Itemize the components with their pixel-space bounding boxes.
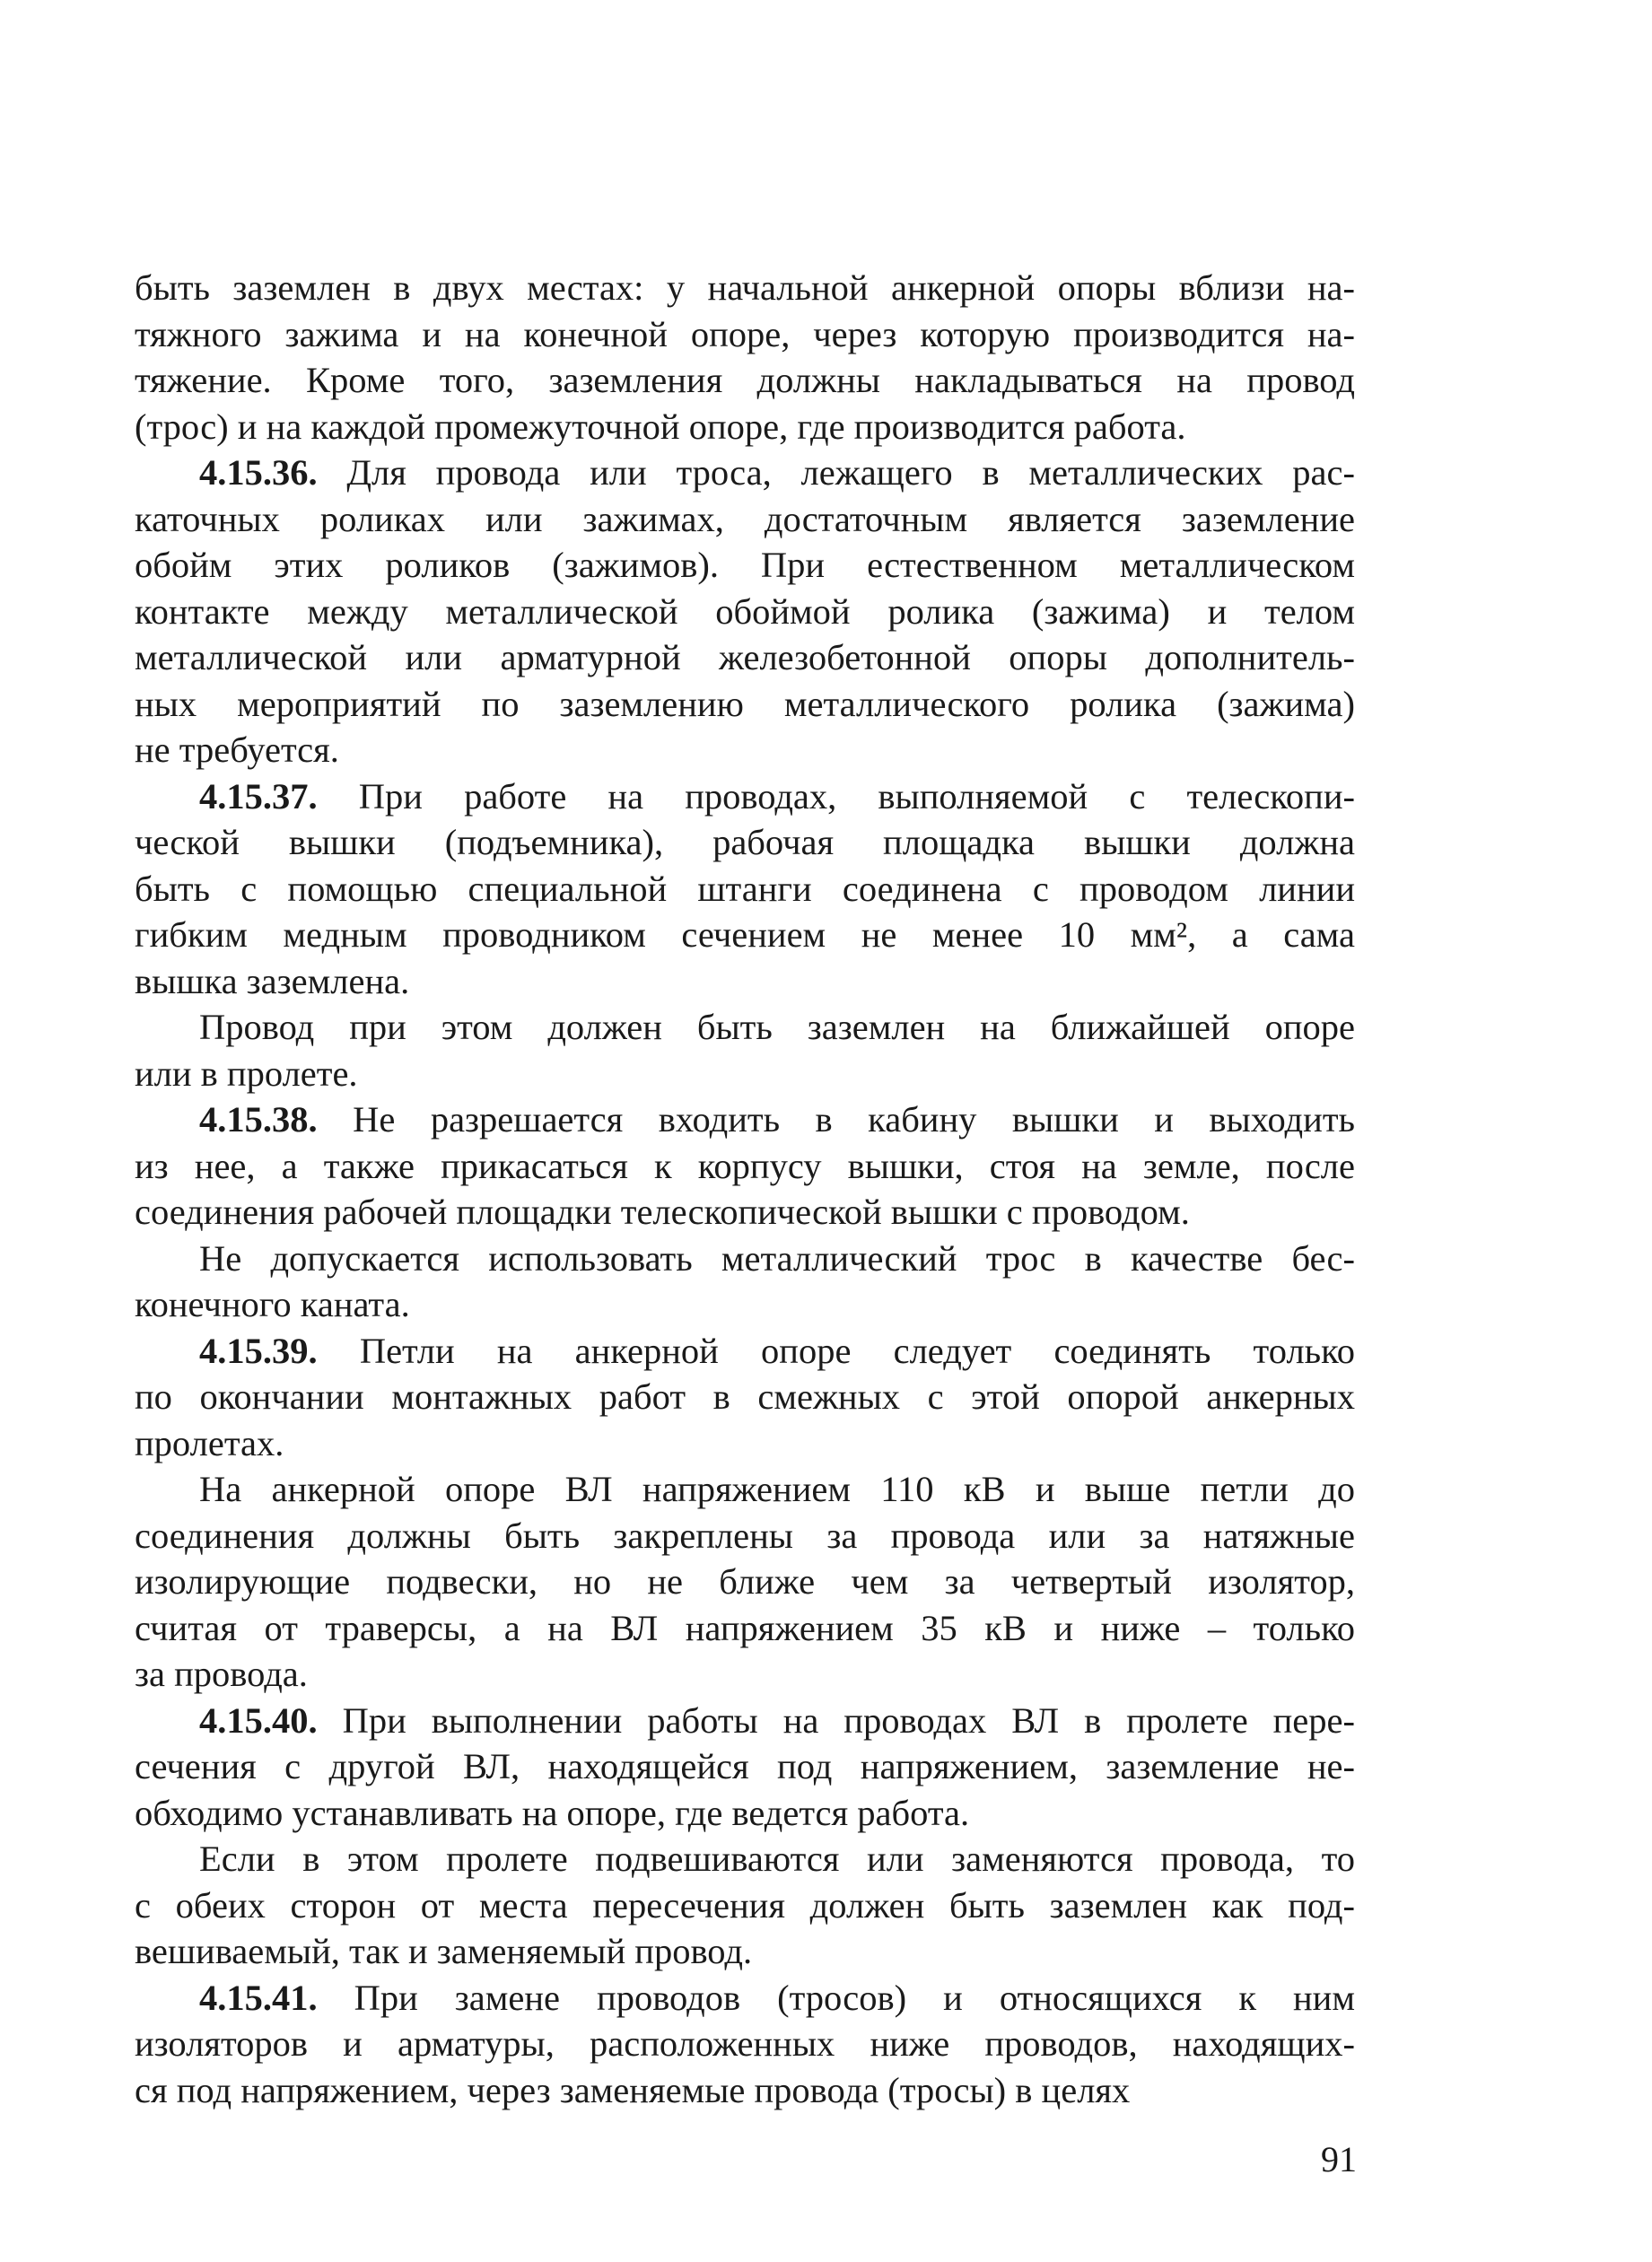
text-line-rest: При выполнении работы на проводах ВЛ в пролете пере- bbox=[317, 1699, 1355, 1741]
text-line: тяжного зажима и на конечной опоре, через которую производится на- bbox=[135, 313, 1355, 354]
text-line: изоляторов и арматуры, расположенных ниже проводов, находящих- bbox=[135, 2023, 1355, 2064]
text-line-rest: Петли на анкерной опоре следует соединять только bbox=[317, 1330, 1355, 1371]
text-line: конечного каната. bbox=[135, 1284, 410, 1324]
paragraph bbox=[135, 265, 1355, 450]
text-line: или в пролете. bbox=[135, 1052, 358, 1094]
text-line: с обеих сторон от места пересечения должен быть заземлен как под- bbox=[135, 1884, 1355, 1926]
text-line: Если в этом пролете подвешиваются или заменяются провода, то bbox=[199, 1838, 1355, 1879]
text-line-rest: Не разрешается входить в кабину вышки и выходить bbox=[317, 1099, 1355, 1140]
text-line: каточных роликах или зажимах, достаточным является заземление bbox=[135, 498, 1355, 539]
text-line: изолирующие подвески, но не ближе чем за четвертый изолятор, bbox=[135, 1561, 1355, 1602]
text-line: пролетах. bbox=[135, 1422, 284, 1463]
section-4-15-38 bbox=[135, 1096, 1355, 1236]
text-line: ся под напряжением, через заменяемые провода (тросы) в целях bbox=[135, 2069, 1131, 2110]
text-line: Провод при этом должен быть заземлен на ближайшей опоре bbox=[199, 1007, 1355, 1047]
text-line: (трос) и на каждой промежуточной опоре, где производится работа. bbox=[135, 406, 1186, 447]
text-line: обходимо устанавливать на опоре, где ведется работа. bbox=[135, 1792, 970, 1833]
text-line bbox=[135, 1698, 1355, 1744]
section-4-15-36 bbox=[135, 450, 1355, 773]
text-line: быть с помощью специальной штанги соединена с проводом линии bbox=[135, 868, 1355, 909]
text-line: не требуется. bbox=[135, 729, 339, 770]
text-line: контакте между металлической обоймой ролика (зажима) и телом bbox=[135, 590, 1355, 632]
text-line bbox=[135, 773, 1355, 820]
text-line: ных мероприятий по заземлению металлического ролика (зажима) bbox=[135, 683, 1355, 724]
section-number: 4.15.38. bbox=[199, 1099, 318, 1140]
text-line-rest: При работе на проводах, выполняемой с телескопи- bbox=[317, 775, 1355, 817]
section-number: 4.15.41. bbox=[199, 1977, 318, 2018]
text-line bbox=[135, 1975, 1355, 2022]
text-line: Не допускается использовать металлический трос в качестве бес- bbox=[199, 1237, 1355, 1279]
text-line-rest: При замене проводов (тросов) и относящихся к ним bbox=[317, 1977, 1355, 2018]
text-line: обойм этих роликов (зажимов). При естественном металлическом bbox=[135, 545, 1355, 585]
section-number: 4.15.36. bbox=[199, 452, 318, 493]
paragraph bbox=[135, 1236, 1355, 1328]
text-line: по окончании монтажных работ в смежных с этой опорой анкерных bbox=[135, 1376, 1355, 1417]
text-line: тяжение. Кроме того, заземления должны накладываться на провод bbox=[135, 360, 1355, 400]
paragraph bbox=[135, 1004, 1355, 1096]
section-4-15-37 bbox=[135, 773, 1355, 1005]
text-line: за провода. bbox=[135, 1654, 308, 1694]
paragraph bbox=[135, 1836, 1355, 1975]
page-number: 91 bbox=[1321, 2139, 1357, 2179]
text-line: соединения рабочей площадки телескопической вышки с проводом. bbox=[135, 1192, 1190, 1232]
section-number: 4.15.40. bbox=[199, 1699, 318, 1741]
body-text bbox=[135, 265, 1355, 2113]
text-line: гибким медным проводником сечением не менее 10 мм², а сама bbox=[135, 914, 1355, 955]
text-line-rest: Для провода или троса, лежащего в металлических рас- bbox=[317, 452, 1355, 493]
text-line: считая от траверсы, а на ВЛ напряжением 35 кВ и ниже – только bbox=[135, 1607, 1355, 1648]
section-number: 4.15.37. bbox=[199, 775, 318, 817]
text-line: из нее, а также прикасаться к корпусу вышки, стоя на земле, после bbox=[135, 1145, 1355, 1186]
paragraph bbox=[135, 1466, 1355, 1698]
section-4-15-41 bbox=[135, 1975, 1355, 2114]
text-line: вешиваемый, так и заменяемый провод. bbox=[135, 1931, 753, 1971]
section-4-15-39 bbox=[135, 1328, 1355, 1467]
section-number: 4.15.39. bbox=[199, 1330, 318, 1371]
text-line bbox=[135, 1328, 1355, 1375]
text-line: сечения с другой ВЛ, находящейся под напряжением, заземление не- bbox=[135, 1746, 1355, 1786]
text-line bbox=[135, 1096, 1355, 1143]
text-line bbox=[135, 450, 1355, 496]
text-line: быть заземлен в двух местах: у начальной анкерной опоры вблизи на- bbox=[135, 267, 1355, 308]
text-line: соединения должны быть закреплены за провода или за натяжные bbox=[135, 1515, 1355, 1556]
text-line: На анкерной опоре ВЛ напряжением 110 кВ и выше петли до bbox=[199, 1469, 1355, 1509]
section-4-15-40 bbox=[135, 1698, 1355, 1837]
text-line: ческой вышки (подъемника), рабочая площадка вышки должна bbox=[135, 822, 1355, 862]
text-line: вышка заземлена. bbox=[135, 960, 410, 1001]
text-line: металлической или арматурной железобетонной опоры дополнитель- bbox=[135, 637, 1355, 677]
